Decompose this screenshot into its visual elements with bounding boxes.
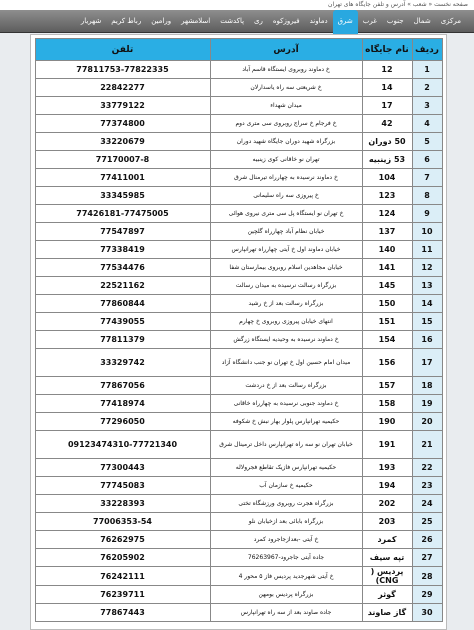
table-row xyxy=(35,313,442,331)
header-index: ردیف xyxy=(412,39,442,61)
station-address: خ دماوند جنوبی نرسیده به چهارراه خاقانی xyxy=(210,395,362,413)
station-phone: 77860844 xyxy=(35,295,210,313)
station-phone: 33220679 xyxy=(35,133,210,151)
station-name: 145 xyxy=(362,277,412,295)
table-row xyxy=(35,377,442,395)
table-row xyxy=(35,79,442,97)
station-phone: 77547897 xyxy=(35,223,210,241)
stations-table xyxy=(35,38,443,622)
station-name: کمرد xyxy=(362,531,412,549)
nav-item[interactable]: فیروزکوه xyxy=(272,17,300,25)
station-phone: 77811379 xyxy=(35,331,210,349)
station-name: 50 دوران xyxy=(362,133,412,151)
row-index: 13 xyxy=(412,277,442,295)
station-phone: 76262975 xyxy=(35,531,210,549)
station-phone: 22842277 xyxy=(35,79,210,97)
station-name: 203 xyxy=(362,513,412,531)
table-row xyxy=(35,205,442,223)
table-row xyxy=(35,477,442,495)
header-phone: تلفن xyxy=(35,39,210,61)
nav-item[interactable]: غرب xyxy=(362,17,377,25)
station-phone: 77300443 xyxy=(35,459,210,477)
station-name: 12 xyxy=(362,61,412,79)
nav-item[interactable]: ورامین xyxy=(151,17,172,25)
nav-item[interactable]: شهریار xyxy=(80,17,102,25)
station-name: 151 xyxy=(362,313,412,331)
table-row xyxy=(35,531,442,549)
row-index: 29 xyxy=(412,586,442,604)
row-index: 19 xyxy=(412,395,442,413)
station-address: جاده آیتی جاجرود-76263967 xyxy=(210,549,362,567)
station-address: بزرگراه هجرت روبروی ورزشگاه تختی xyxy=(210,495,362,513)
station-address: بزرگراه شهید دوران جایگاه شهید دوران xyxy=(210,133,362,151)
station-name: 194 xyxy=(362,477,412,495)
station-phone: 77867443 xyxy=(35,604,210,622)
nav-item[interactable]: شمال xyxy=(413,17,431,25)
station-name: 158 xyxy=(362,395,412,413)
station-name: 124 xyxy=(362,205,412,223)
station-address: خیابان تهران نو سه راه تهرانپارس داخل ترمینال شرق xyxy=(210,431,362,459)
station-phone: 77296050 xyxy=(35,413,210,431)
row-index: 20 xyxy=(412,413,442,431)
table-row xyxy=(35,459,442,477)
station-address: جاده صاوند بعد از سه راه تهرانپارس xyxy=(210,604,362,622)
station-name: 17 xyxy=(362,97,412,115)
table-row xyxy=(35,567,442,586)
station-address: بزرگراه رسالت نرسیده به میدان رسالت xyxy=(210,277,362,295)
station-phone: 77534476 xyxy=(35,259,210,277)
content-card xyxy=(30,34,447,630)
row-index: 11 xyxy=(412,241,442,259)
station-phone: 77006353-54 xyxy=(35,513,210,531)
nav-item[interactable]: مرکزی xyxy=(440,17,461,25)
station-name: 150 xyxy=(362,295,412,313)
station-phone: 09123474310-77721340 xyxy=(35,431,210,459)
row-index: 3 xyxy=(412,97,442,115)
station-phone: 33779122 xyxy=(35,97,210,115)
station-name: 14 xyxy=(362,79,412,97)
table-header-row xyxy=(35,39,442,61)
station-address: خ پیروزی سه راه سلیمانی xyxy=(210,187,362,205)
station-phone: 77170007-8 xyxy=(35,151,210,169)
table-row xyxy=(35,133,442,151)
table-row xyxy=(35,349,442,377)
station-address: خ دماوند روبروی ایستگاه قاسم آباد xyxy=(210,61,362,79)
station-phone: 77811753-77822335 xyxy=(35,61,210,79)
nav-item[interactable]: جنوب xyxy=(386,17,404,25)
table-row xyxy=(35,169,442,187)
row-index: 27 xyxy=(412,549,442,567)
station-address: بزرگراه رسالت بعد از خ دردشت xyxy=(210,377,362,395)
station-phone: 77411001 xyxy=(35,169,210,187)
table-row xyxy=(35,259,442,277)
station-address: خ آیتی شهرجدید پردیس فاز ۵ محور 4 xyxy=(210,567,362,586)
station-name: 53 زینبیه xyxy=(362,151,412,169)
station-name: 123 xyxy=(362,187,412,205)
nav-item[interactable]: دماوند xyxy=(309,17,328,25)
row-index: 5 xyxy=(412,133,442,151)
station-phone: 77439055 xyxy=(35,313,210,331)
station-phone: 33345985 xyxy=(35,187,210,205)
row-index: 4 xyxy=(412,115,442,133)
table-row xyxy=(35,151,442,169)
table-row xyxy=(35,549,442,567)
station-phone: 77374800 xyxy=(35,115,210,133)
table-row xyxy=(35,586,442,604)
row-index: 14 xyxy=(412,295,442,313)
table-row xyxy=(35,431,442,459)
station-phone: 77745083 xyxy=(35,477,210,495)
station-name: 157 xyxy=(362,377,412,395)
nav-item[interactable]: ری xyxy=(254,17,263,25)
station-address: حکیمیه تهرانپارس فازیک تقاطع فجرولاله xyxy=(210,459,362,477)
table-row xyxy=(35,187,442,205)
station-address: بزرگراه پردیس بومهن xyxy=(210,586,362,604)
station-address: خیابان دماوند اول خ آیتی چهارراه تهرانپارس xyxy=(210,241,362,259)
station-phone: 76239711 xyxy=(35,586,210,604)
station-name: 191 xyxy=(362,431,412,459)
station-name: 141 xyxy=(362,259,412,277)
station-address: بزرگراه بابائی بعد ازخیابان نلو xyxy=(210,513,362,531)
station-phone: 33329742 xyxy=(35,349,210,377)
station-address: خیابان مجاهدین اسلام روبروی بیمارستان شفا xyxy=(210,259,362,277)
header-station-name: نام جایگاه xyxy=(362,39,412,61)
row-index: 2 xyxy=(412,79,442,97)
row-index: 22 xyxy=(412,459,442,477)
station-address: خیابان نظام آباد چهارراه گلچین xyxy=(210,223,362,241)
table-row xyxy=(35,513,442,531)
row-index: 25 xyxy=(412,513,442,531)
station-phone: 76242111 xyxy=(35,567,210,586)
station-address: انتهای خیابان پیروزی روبروی خ چهارم xyxy=(210,313,362,331)
row-index: 24 xyxy=(412,495,442,513)
table-row xyxy=(35,61,442,79)
row-index: 26 xyxy=(412,531,442,549)
table-row xyxy=(35,495,442,513)
station-address: میدان شهداء xyxy=(210,97,362,115)
station-name: 202 xyxy=(362,495,412,513)
station-address: خ تهران نو ایستگاه پل سی متری نیروی هوائی xyxy=(210,205,362,223)
table-row xyxy=(35,97,442,115)
station-address: میدان امام حسین اول خ تهران نو جنب دانشگاه آزاد xyxy=(210,349,362,377)
station-address: خ دماوند نرسیده به چهارراه تیرمنال شرق xyxy=(210,169,362,187)
station-name: 42 xyxy=(362,115,412,133)
row-index: 8 xyxy=(412,187,442,205)
nav-item[interactable]: شرق xyxy=(333,10,358,34)
station-name: 140 xyxy=(362,241,412,259)
row-index: 15 xyxy=(412,313,442,331)
row-index: 23 xyxy=(412,477,442,495)
table-row xyxy=(35,395,442,413)
station-address: خ شریعتی سه راه یاسدارلان xyxy=(210,79,362,97)
table-row xyxy=(35,604,442,622)
row-index: 9 xyxy=(412,205,442,223)
nav-menu xyxy=(76,10,466,32)
row-index: 17 xyxy=(412,349,442,377)
station-phone: 77338419 xyxy=(35,241,210,259)
station-name: 193 xyxy=(362,459,412,477)
station-phone: 22521162 xyxy=(35,277,210,295)
row-index: 30 xyxy=(412,604,442,622)
row-index: 7 xyxy=(412,169,442,187)
row-index: 6 xyxy=(412,151,442,169)
table-row xyxy=(35,223,442,241)
station-name: 104 xyxy=(362,169,412,187)
station-name: گوثر xyxy=(362,586,412,604)
main-navigation xyxy=(0,10,474,33)
row-index: 16 xyxy=(412,331,442,349)
station-phone: 33228393 xyxy=(35,495,210,513)
nav-item[interactable]: اسلامشهر xyxy=(181,17,211,25)
station-address: تهران نو خاقانی کوی زینبیه xyxy=(210,151,362,169)
table-row xyxy=(35,413,442,431)
station-phone: 77867056 xyxy=(35,377,210,395)
breadcrumb: صفحه نخست « شعب » آدرس و تلفن جایگاه های تهران xyxy=(328,1,468,8)
station-address: خ آیتی -بعدازجاجرود کمرد xyxy=(210,531,362,549)
station-phone: 77418974 xyxy=(35,395,210,413)
row-index: 21 xyxy=(412,431,442,459)
station-phone: 76205902 xyxy=(35,549,210,567)
station-name: 190 xyxy=(362,413,412,431)
header-address: آدرس xyxy=(210,39,362,61)
station-phone: 77426181-77475005 xyxy=(35,205,210,223)
station-name: 156 xyxy=(362,349,412,377)
row-index: 28 xyxy=(412,567,442,586)
table-row xyxy=(35,295,442,313)
table-row xyxy=(35,241,442,259)
station-address: بزرگراه رسالت بعد از خ رشید xyxy=(210,295,362,313)
row-index: 12 xyxy=(412,259,442,277)
station-address: خ دماوند نرسیده به وحیدیه ایستگاه زرگش xyxy=(210,331,362,349)
station-address: خ فرجام خ سراج روبروی سی متری دوم xyxy=(210,115,362,133)
row-index: 10 xyxy=(412,223,442,241)
row-index: 18 xyxy=(412,377,442,395)
station-name: 154 xyxy=(362,331,412,349)
table-row xyxy=(35,331,442,349)
table-row xyxy=(35,277,442,295)
station-name: گاز صاوند xyxy=(362,604,412,622)
table-row xyxy=(35,115,442,133)
station-name: 137 xyxy=(362,223,412,241)
station-name: تپه سیف xyxy=(362,549,412,567)
row-index: 1 xyxy=(412,61,442,79)
station-address: حکیمیه تهرانپارس پلوار بهار نبش خ شکوفه xyxy=(210,413,362,431)
nav-item[interactable]: پاکدشت xyxy=(220,17,245,25)
station-address: حکیمیه خ سازمان آب xyxy=(210,477,362,495)
nav-item[interactable]: رباط کریم xyxy=(111,17,142,25)
station-name: پردیس ( CNG) xyxy=(362,567,412,586)
